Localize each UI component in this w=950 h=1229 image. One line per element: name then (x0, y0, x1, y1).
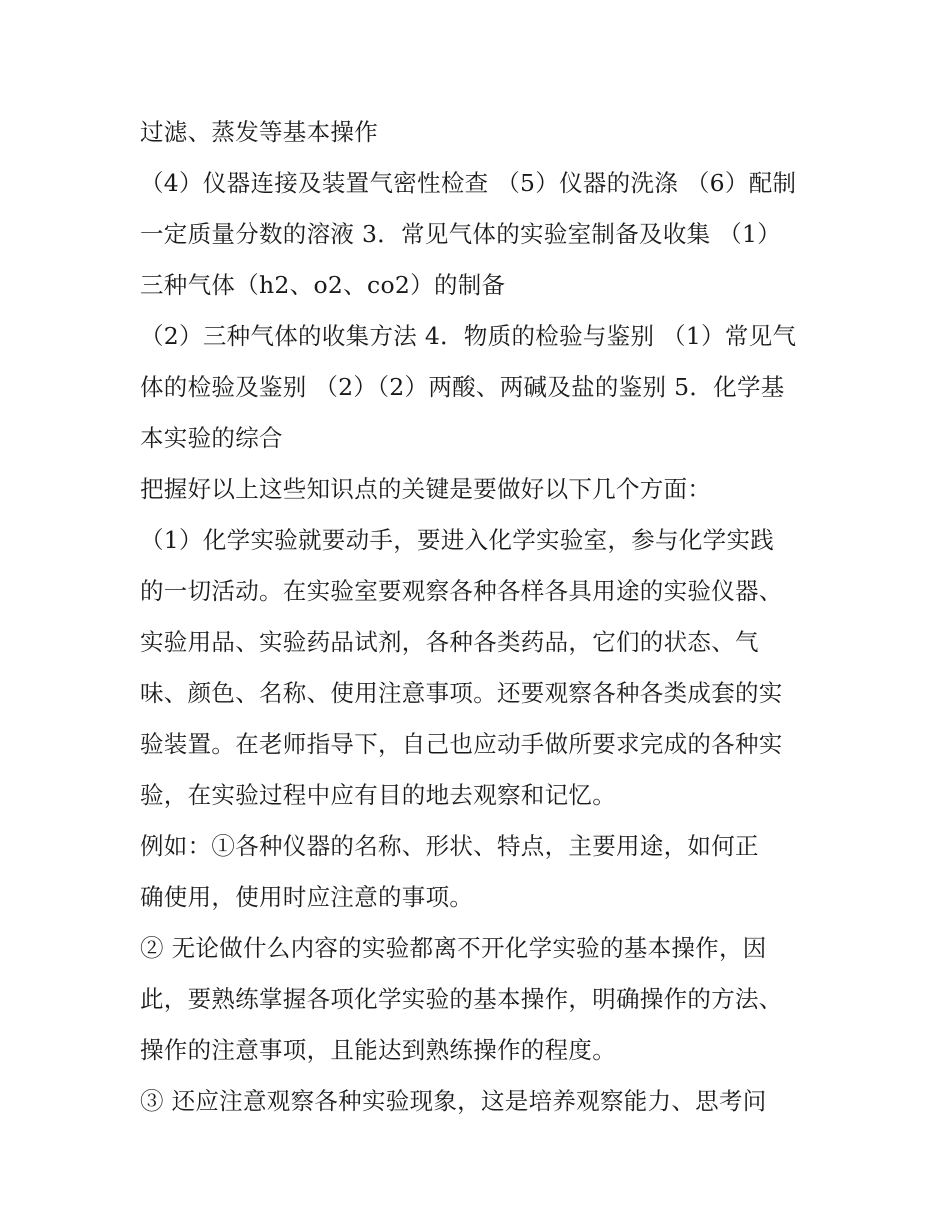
text-line-5: （2）三种气体的收集方法 4．物质的检验与鉴别 （1）常见气 (140, 322, 797, 350)
text-line-12: 味、颜色、名称、使用注意事项。还要观察各种各类成套的实 (140, 679, 783, 707)
text-line-11: 实验用品、实验药品试剂，各种各类药品，它们的状态、气 (140, 628, 759, 656)
text-line-20: ③ 还应注意观察各种实验现象，这是培养观察能力、思考问 (140, 1087, 767, 1115)
text-line-1: 过滤、蒸发等基本操作 (140, 118, 378, 146)
text-line-6: 体的检验及鉴别 （2）（2）两酸、两碱及盐的鉴别 5．化学基 (140, 373, 785, 401)
text-line-3: 一定质量分数的溶液 3．常见气体的实验室制备及收集 （1） (140, 220, 782, 248)
text-line-16: 确使用，使用时应注意的事项。 (140, 883, 474, 911)
text-line-8: 把握好以上这些知识点的关键是要做好以下几个方面： (140, 475, 712, 503)
text-line-13: 验装置。在老师指导下，自己也应动手做所要求完成的各种实 (140, 730, 783, 758)
text-line-9: （1）化学实验就要动手，要进入化学实验室，参与化学实践 (140, 526, 775, 554)
text-line-2: （4）仪器连接及装置气密性检查 （5）仪器的洗涤 （6）配制 (140, 169, 797, 197)
text-line-19: 操作的注意事项，且能达到熟练操作的程度。 (140, 1036, 616, 1064)
text-line-18: 此，要熟练掌握各项化学实验的基本操作，明确操作的方法、 (140, 985, 783, 1013)
text-line-10: 的一切活动。在实验室要观察各种各样各具用途的实验仪器、 (140, 577, 783, 605)
text-line-7: 本实验的综合 (140, 424, 283, 452)
text-line-15: 例如：①各种仪器的名称、形状、特点，主要用途，如何正 (140, 832, 759, 860)
text-line-17: ② 无论做什么内容的实验都离不开化学实验的基本操作，因 (140, 934, 767, 962)
text-line-14: 验，在实验过程中应有目的地去观察和记忆。 (140, 781, 616, 809)
document-body (140, 107, 820, 1127)
text-line-4: 三种气体（h2、o2、co2）的制备 (140, 271, 506, 299)
